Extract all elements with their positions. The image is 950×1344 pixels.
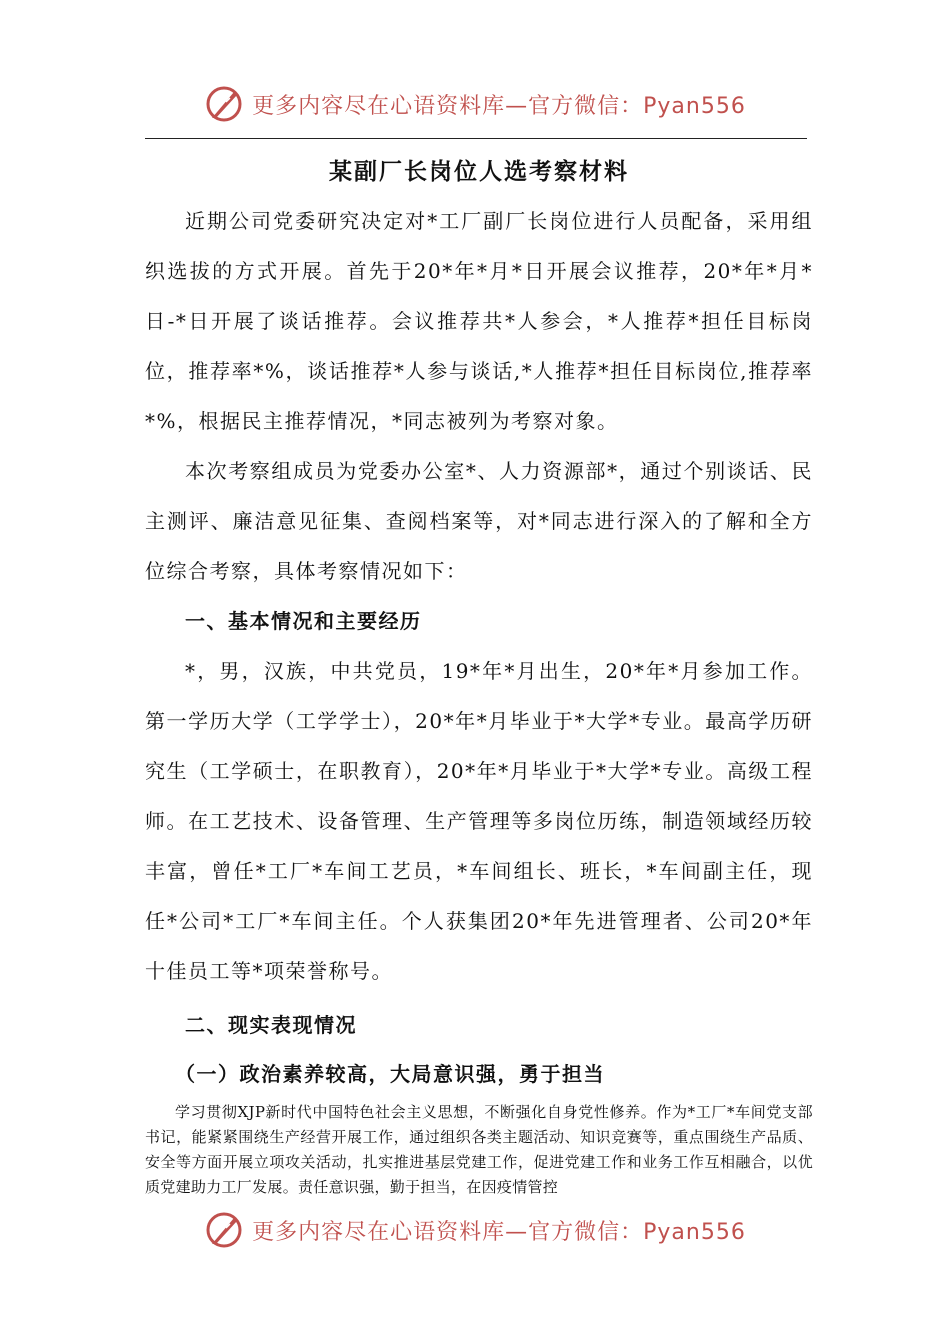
document-title: 某副厂长岗位人选考察材料 [329, 158, 629, 185]
paragraph-investigation: 本次考察组成员为党委办公室*、人力资源部*，通过个别谈话、民主测评、廉洁意见征集、查阅档案等，对*同志进行深入的了解和全方位综合考察，具体考察情况如下： [145, 459, 813, 583]
watermark-header [0, 76, 950, 132]
watermark-footer [0, 1202, 950, 1258]
paragraph-political: 学习贯彻XJP新时代中国特色社会主义思想，不断强化自身党性修养。作为*工厂*车间党支部书记，能紧紧围绕生产经营开展工作，通过组织各类主题活动、知识竞赛等，重点围绕生产品质、安全等方面开展立项攻关活动，扎实推进基层党建工作，促进党建工作和业务工作互相融合，以优质党建助力工厂发展。责任意识强，勤于担当，在因疫情管控 [145, 1103, 813, 1196]
quill-logo-icon [204, 84, 244, 124]
header-divider [145, 138, 807, 139]
section-heading-basic-info: 一、基本情况和主要经历 [185, 609, 422, 633]
paragraph-intro: 近期公司党委研究决定对*工厂副厂长岗位进行人员配备，采用组织选拔的方式开展。首先于20*年*月*日开展会议推荐，20*年*月*日-*日开展了谈话推荐。会议推荐共*人参会，*人推荐*担任目标岗位，推荐率*%，谈话推荐*人参与谈话,*人推荐*担任目标岗位,推荐率*%，根据民主推荐情况，*同志被列为考察对象。 [145, 209, 813, 433]
watermark-text: 更多内容尽在心语资料库—官方微信：Pyan556 [252, 1219, 746, 1245]
watermark-text: 更多内容尽在心语资料库—官方微信：Pyan556 [252, 93, 746, 119]
paragraph-basic-info: *，男，汉族，中共党员，19*年*月出生，20*年*月参加工作。第一学历大学（工学学士），20*年*月毕业于*大学*专业。最高学历研究生（工学硕士，在职教育），20*年*月毕业于*大学*专业。高级工程师。在工艺技术、设备管理、生产管理等多岗位历练，制造领域经历较丰富，曾任*工厂*车间工艺员，*车间组长、班长，*车间副主任，现任*公司*工厂*车间主任。个人获集团20*年先进管理者、公司20*年十佳员工等*项荣誉称号。 [145, 659, 813, 983]
subsection-heading-political: （一）政治素养较高，大局意识强，勇于担当 [175, 1062, 605, 1086]
quill-logo-icon [204, 1210, 244, 1250]
section-heading-performance: 二、现实表现情况 [185, 1013, 357, 1037]
document-body [145, 150, 813, 1200]
